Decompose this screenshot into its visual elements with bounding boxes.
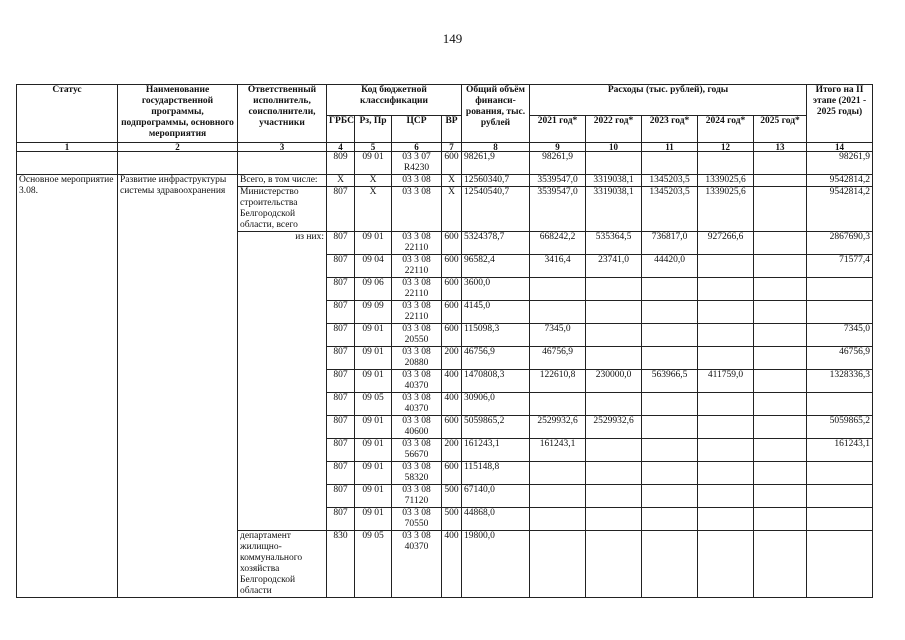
csr-cell: 03 3 08 20880: [392, 347, 442, 370]
year-2025-cell: [754, 175, 807, 187]
stage-total-cell: 5059865,2: [807, 416, 873, 439]
header-year-2023: 2023 год*: [642, 116, 698, 143]
rzpr-cell: 09 01: [355, 462, 392, 485]
year-2024-cell: [698, 508, 754, 531]
rzpr-cell: 09 06: [355, 278, 392, 301]
year-2022-cell: [586, 462, 642, 485]
stage-total-cell: 98261,9: [807, 152, 873, 175]
column-number: 11: [642, 143, 698, 152]
year-2023-cell: [642, 462, 698, 485]
column-number: 6: [392, 143, 442, 152]
vr-cell: X: [442, 175, 462, 187]
year-2024-cell: [698, 255, 754, 278]
grbs-cell: 807: [327, 370, 355, 393]
vr-cell: 500: [442, 485, 462, 508]
grbs-cell: 807: [327, 508, 355, 531]
header-year-2025: 2025 год*: [754, 116, 807, 143]
budget-table: [16, 84, 873, 598]
table-row: [17, 175, 873, 187]
executor-cell: Всего, в том числе:: [238, 175, 327, 187]
year-2025-cell: [754, 393, 807, 416]
grbs-cell: 830: [327, 531, 355, 598]
vr-cell: 500: [442, 508, 462, 531]
header-budget-code: Код бюджетной классификации: [327, 85, 462, 116]
year-2022-cell: [586, 439, 642, 462]
year-2025-cell: [754, 485, 807, 508]
grbs-cell: 807: [327, 187, 355, 232]
stage-total-cell: [807, 393, 873, 416]
stage-total-cell: 46756,9: [807, 347, 873, 370]
header-year-2021: 2021 год*: [530, 116, 586, 143]
status-cell: Основное мероприятие 3.08.: [17, 175, 118, 598]
year-2022-cell: [586, 278, 642, 301]
header-expenses: Расходы (тыс. рублей), годы: [530, 85, 807, 116]
year-2025-cell: [754, 531, 807, 598]
column-number: 8: [462, 143, 530, 152]
year-2021-cell: 122610,8: [530, 370, 586, 393]
csr-cell: 03 3 08 70550: [392, 508, 442, 531]
vr-cell: 400: [442, 531, 462, 598]
year-2022-cell: [586, 508, 642, 531]
column-number: 5: [355, 143, 392, 152]
header-vr: ВР: [442, 116, 462, 143]
year-2022-cell: [586, 531, 642, 598]
year-2022-cell: [586, 152, 642, 175]
stage-total-cell: [807, 531, 873, 598]
rzpr-cell: 09 05: [355, 393, 392, 416]
vr-cell: 600: [442, 278, 462, 301]
year-2024-cell: [698, 347, 754, 370]
grbs-cell: 807: [327, 393, 355, 416]
vr-cell: 200: [442, 347, 462, 370]
year-2023-cell: [642, 393, 698, 416]
csr-cell: 03 3 08 22110: [392, 278, 442, 301]
csr-cell: 03 3 08 40600: [392, 416, 442, 439]
year-2023-cell: 1345203,5: [642, 175, 698, 187]
header-csr: ЦСР: [392, 116, 442, 143]
stage-total-cell: [807, 508, 873, 531]
total-volume-cell: 115148,8: [462, 462, 530, 485]
csr-cell: 03 3 08 56670: [392, 439, 442, 462]
year-2025-cell: [754, 152, 807, 175]
year-2023-cell: 1345203,5: [642, 187, 698, 232]
year-2024-cell: 411759,0: [698, 370, 754, 393]
year-2023-cell: [642, 439, 698, 462]
header-program-name: Наименование государственной программы, подпрограммы, основного мероприятия: [118, 85, 238, 143]
year-2025-cell: [754, 508, 807, 531]
csr-cell: 03 3 08 58320: [392, 462, 442, 485]
rzpr-cell: 09 01: [355, 324, 392, 347]
column-number: 13: [754, 143, 807, 152]
table-row: [17, 152, 873, 175]
column-number: 7: [442, 143, 462, 152]
year-2023-cell: [642, 347, 698, 370]
year-2024-cell: [698, 152, 754, 175]
total-volume-cell: 4145,0: [462, 301, 530, 324]
year-2024-cell: 927266,6: [698, 232, 754, 255]
stage-total-cell: 2867690,3: [807, 232, 873, 255]
year-2023-cell: [642, 416, 698, 439]
year-2022-cell: [586, 485, 642, 508]
year-2021-cell: 3416,4: [530, 255, 586, 278]
year-2021-cell: [530, 508, 586, 531]
year-2022-cell: 3319038,1: [586, 175, 642, 187]
header-total-volume: Общий объём финанси-рования, тыс. рублей: [462, 85, 530, 143]
vr-cell: 600: [442, 232, 462, 255]
total-volume-cell: 12560340,7: [462, 175, 530, 187]
header-rzpr: Рз, Пр: [355, 116, 392, 143]
year-2022-cell: [586, 347, 642, 370]
year-2024-cell: [698, 416, 754, 439]
year-2025-cell: [754, 462, 807, 485]
total-volume-cell: 1470808,3: [462, 370, 530, 393]
year-2021-cell: 3539547,0: [530, 187, 586, 232]
total-volume-cell: 3600,0: [462, 278, 530, 301]
stage-total-cell: [807, 462, 873, 485]
year-2025-cell: [754, 347, 807, 370]
year-2025-cell: [754, 255, 807, 278]
column-number: 12: [698, 143, 754, 152]
grbs-cell: 807: [327, 462, 355, 485]
year-2023-cell: [642, 485, 698, 508]
column-numbers-row: [17, 143, 873, 152]
year-2021-cell: [530, 462, 586, 485]
executor-cell: департамент жилищно-коммунального хозяйства Белгородской области: [238, 531, 327, 598]
year-2023-cell: 736817,0: [642, 232, 698, 255]
year-2023-cell: [642, 152, 698, 175]
stage-total-cell: 9542814,2: [807, 175, 873, 187]
csr-cell: 03 3 08 40370: [392, 393, 442, 416]
column-number: 3: [238, 143, 327, 152]
vr-cell: 600: [442, 301, 462, 324]
year-2022-cell: 23741,0: [586, 255, 642, 278]
year-2022-cell: [586, 301, 642, 324]
year-2021-cell: [530, 531, 586, 598]
year-2025-cell: [754, 370, 807, 393]
header-year-2022: 2022 год*: [586, 116, 642, 143]
year-2023-cell: [642, 508, 698, 531]
program-cell-empty: [118, 152, 238, 175]
column-number: 9: [530, 143, 586, 152]
grbs-cell: 807: [327, 416, 355, 439]
column-number: 10: [586, 143, 642, 152]
rzpr-cell: 09 01: [355, 232, 392, 255]
year-2024-cell: [698, 485, 754, 508]
year-2021-cell: 161243,1: [530, 439, 586, 462]
total-volume-cell: 5059865,2: [462, 416, 530, 439]
csr-cell: 03 3 08 71120: [392, 485, 442, 508]
total-volume-cell: 19800,0: [462, 531, 530, 598]
year-2024-cell: [698, 301, 754, 324]
csr-cell: 03 3 07 R4230: [392, 152, 442, 175]
column-number: 2: [118, 143, 238, 152]
year-2021-cell: 3539547,0: [530, 175, 586, 187]
column-number: 14: [807, 143, 873, 152]
year-2021-cell: 98261,9: [530, 152, 586, 175]
year-2024-cell: 1339025,6: [698, 187, 754, 232]
year-2025-cell: [754, 324, 807, 347]
year-2024-cell: 1339025,6: [698, 175, 754, 187]
rzpr-cell: 09 01: [355, 416, 392, 439]
year-2025-cell: [754, 232, 807, 255]
total-volume-cell: 46756,9: [462, 347, 530, 370]
stage-total-cell: [807, 485, 873, 508]
total-volume-cell: 161243,1: [462, 439, 530, 462]
year-2024-cell: [698, 531, 754, 598]
csr-cell: 03 3 08 22110: [392, 255, 442, 278]
stage-total-cell: 71577,4: [807, 255, 873, 278]
year-2021-cell: 7345,0: [530, 324, 586, 347]
year-2025-cell: [754, 187, 807, 232]
grbs-cell: 807: [327, 301, 355, 324]
executor-cell: из них:: [238, 232, 327, 531]
csr-cell: 03 3 08: [392, 187, 442, 232]
program-cell: Развитие инфраструктуры системы здравоохранения: [118, 175, 238, 598]
year-2023-cell: [642, 278, 698, 301]
rzpr-cell: 09 01: [355, 152, 392, 175]
grbs-cell: 807: [327, 324, 355, 347]
year-2021-cell: [530, 393, 586, 416]
rzpr-cell: 09 09: [355, 301, 392, 324]
rzpr-cell: X: [355, 187, 392, 232]
total-volume-cell: 5324378,7: [462, 232, 530, 255]
csr-cell: 03 3 08 40370: [392, 370, 442, 393]
csr-cell: 03 3 08 22110: [392, 232, 442, 255]
total-volume-cell: 98261,9: [462, 152, 530, 175]
vr-cell: 200: [442, 439, 462, 462]
header-executor: Ответственный исполнитель, соисполнители, участники: [238, 85, 327, 143]
year-2022-cell: 230000,0: [586, 370, 642, 393]
year-2024-cell: [698, 324, 754, 347]
rzpr-cell: X: [355, 175, 392, 187]
grbs-cell: 809: [327, 152, 355, 175]
total-volume-cell: 12540540,7: [462, 187, 530, 232]
vr-cell: 600: [442, 462, 462, 485]
rzpr-cell: 09 04: [355, 255, 392, 278]
year-2021-cell: 2529932,6: [530, 416, 586, 439]
stage-total-cell: [807, 301, 873, 324]
grbs-cell: 807: [327, 278, 355, 301]
year-2021-cell: [530, 278, 586, 301]
vr-cell: X: [442, 187, 462, 232]
executor-cell: Министерство строительства Белгородской области, всего: [238, 187, 327, 232]
grbs-cell: 807: [327, 255, 355, 278]
rzpr-cell: 09 01: [355, 439, 392, 462]
rzpr-cell: 09 01: [355, 370, 392, 393]
year-2022-cell: [586, 393, 642, 416]
page-number: 149: [442, 31, 463, 46]
header-status: Статус: [17, 85, 118, 143]
total-volume-cell: 96582,4: [462, 255, 530, 278]
year-2021-cell: [530, 485, 586, 508]
csr-cell: 03 3 08 40370: [392, 531, 442, 598]
year-2025-cell: [754, 439, 807, 462]
header-year-2024: 2024 год*: [698, 116, 754, 143]
year-2024-cell: [698, 278, 754, 301]
vr-cell: 600: [442, 255, 462, 278]
year-2022-cell: 3319038,1: [586, 187, 642, 232]
grbs-cell: 807: [327, 485, 355, 508]
rzpr-cell: 09 01: [355, 508, 392, 531]
stage-total-cell: 9542814,2: [807, 187, 873, 232]
year-2022-cell: 535364,5: [586, 232, 642, 255]
total-volume-cell: 115098,3: [462, 324, 530, 347]
vr-cell: 400: [442, 393, 462, 416]
grbs-cell: 807: [327, 347, 355, 370]
year-2023-cell: 563966,5: [642, 370, 698, 393]
year-2025-cell: [754, 416, 807, 439]
header-total-stage: Итого на II этапе (2021 - 2025 годы): [807, 85, 873, 143]
year-2025-cell: [754, 301, 807, 324]
vr-cell: 600: [442, 416, 462, 439]
grbs-cell: X: [327, 175, 355, 187]
column-number: 1: [17, 143, 118, 152]
total-volume-cell: 30906,0: [462, 393, 530, 416]
table-body: [17, 152, 873, 598]
rzpr-cell: 09 01: [355, 485, 392, 508]
csr-cell: 03 3 08 22110: [392, 301, 442, 324]
csr-cell: 03 3 08 20550: [392, 324, 442, 347]
year-2021-cell: [530, 301, 586, 324]
year-2022-cell: [586, 324, 642, 347]
vr-cell: 600: [442, 324, 462, 347]
year-2023-cell: 44420,0: [642, 255, 698, 278]
header-grbs: ГРБС: [327, 116, 355, 143]
stage-total-cell: 7345,0: [807, 324, 873, 347]
stage-total-cell: 161243,1: [807, 439, 873, 462]
year-2022-cell: 2529932,6: [586, 416, 642, 439]
column-number: 4: [327, 143, 355, 152]
year-2024-cell: [698, 462, 754, 485]
year-2025-cell: [754, 278, 807, 301]
total-volume-cell: 67140,0: [462, 485, 530, 508]
year-2024-cell: [698, 393, 754, 416]
year-2021-cell: 668242,2: [530, 232, 586, 255]
stage-total-cell: [807, 278, 873, 301]
executor-cell: [238, 152, 327, 175]
csr-cell: 03 3 08: [392, 175, 442, 187]
rzpr-cell: 09 01: [355, 347, 392, 370]
vr-cell: 400: [442, 370, 462, 393]
year-2024-cell: [698, 439, 754, 462]
status-cell-empty: [17, 152, 118, 175]
grbs-cell: 807: [327, 439, 355, 462]
total-volume-cell: 44868,0: [462, 508, 530, 531]
year-2023-cell: [642, 531, 698, 598]
year-2023-cell: [642, 324, 698, 347]
vr-cell: 600: [442, 152, 462, 175]
stage-total-cell: 1328336,3: [807, 370, 873, 393]
year-2021-cell: 46756,9: [530, 347, 586, 370]
rzpr-cell: 09 05: [355, 531, 392, 598]
grbs-cell: 807: [327, 232, 355, 255]
year-2023-cell: [642, 301, 698, 324]
